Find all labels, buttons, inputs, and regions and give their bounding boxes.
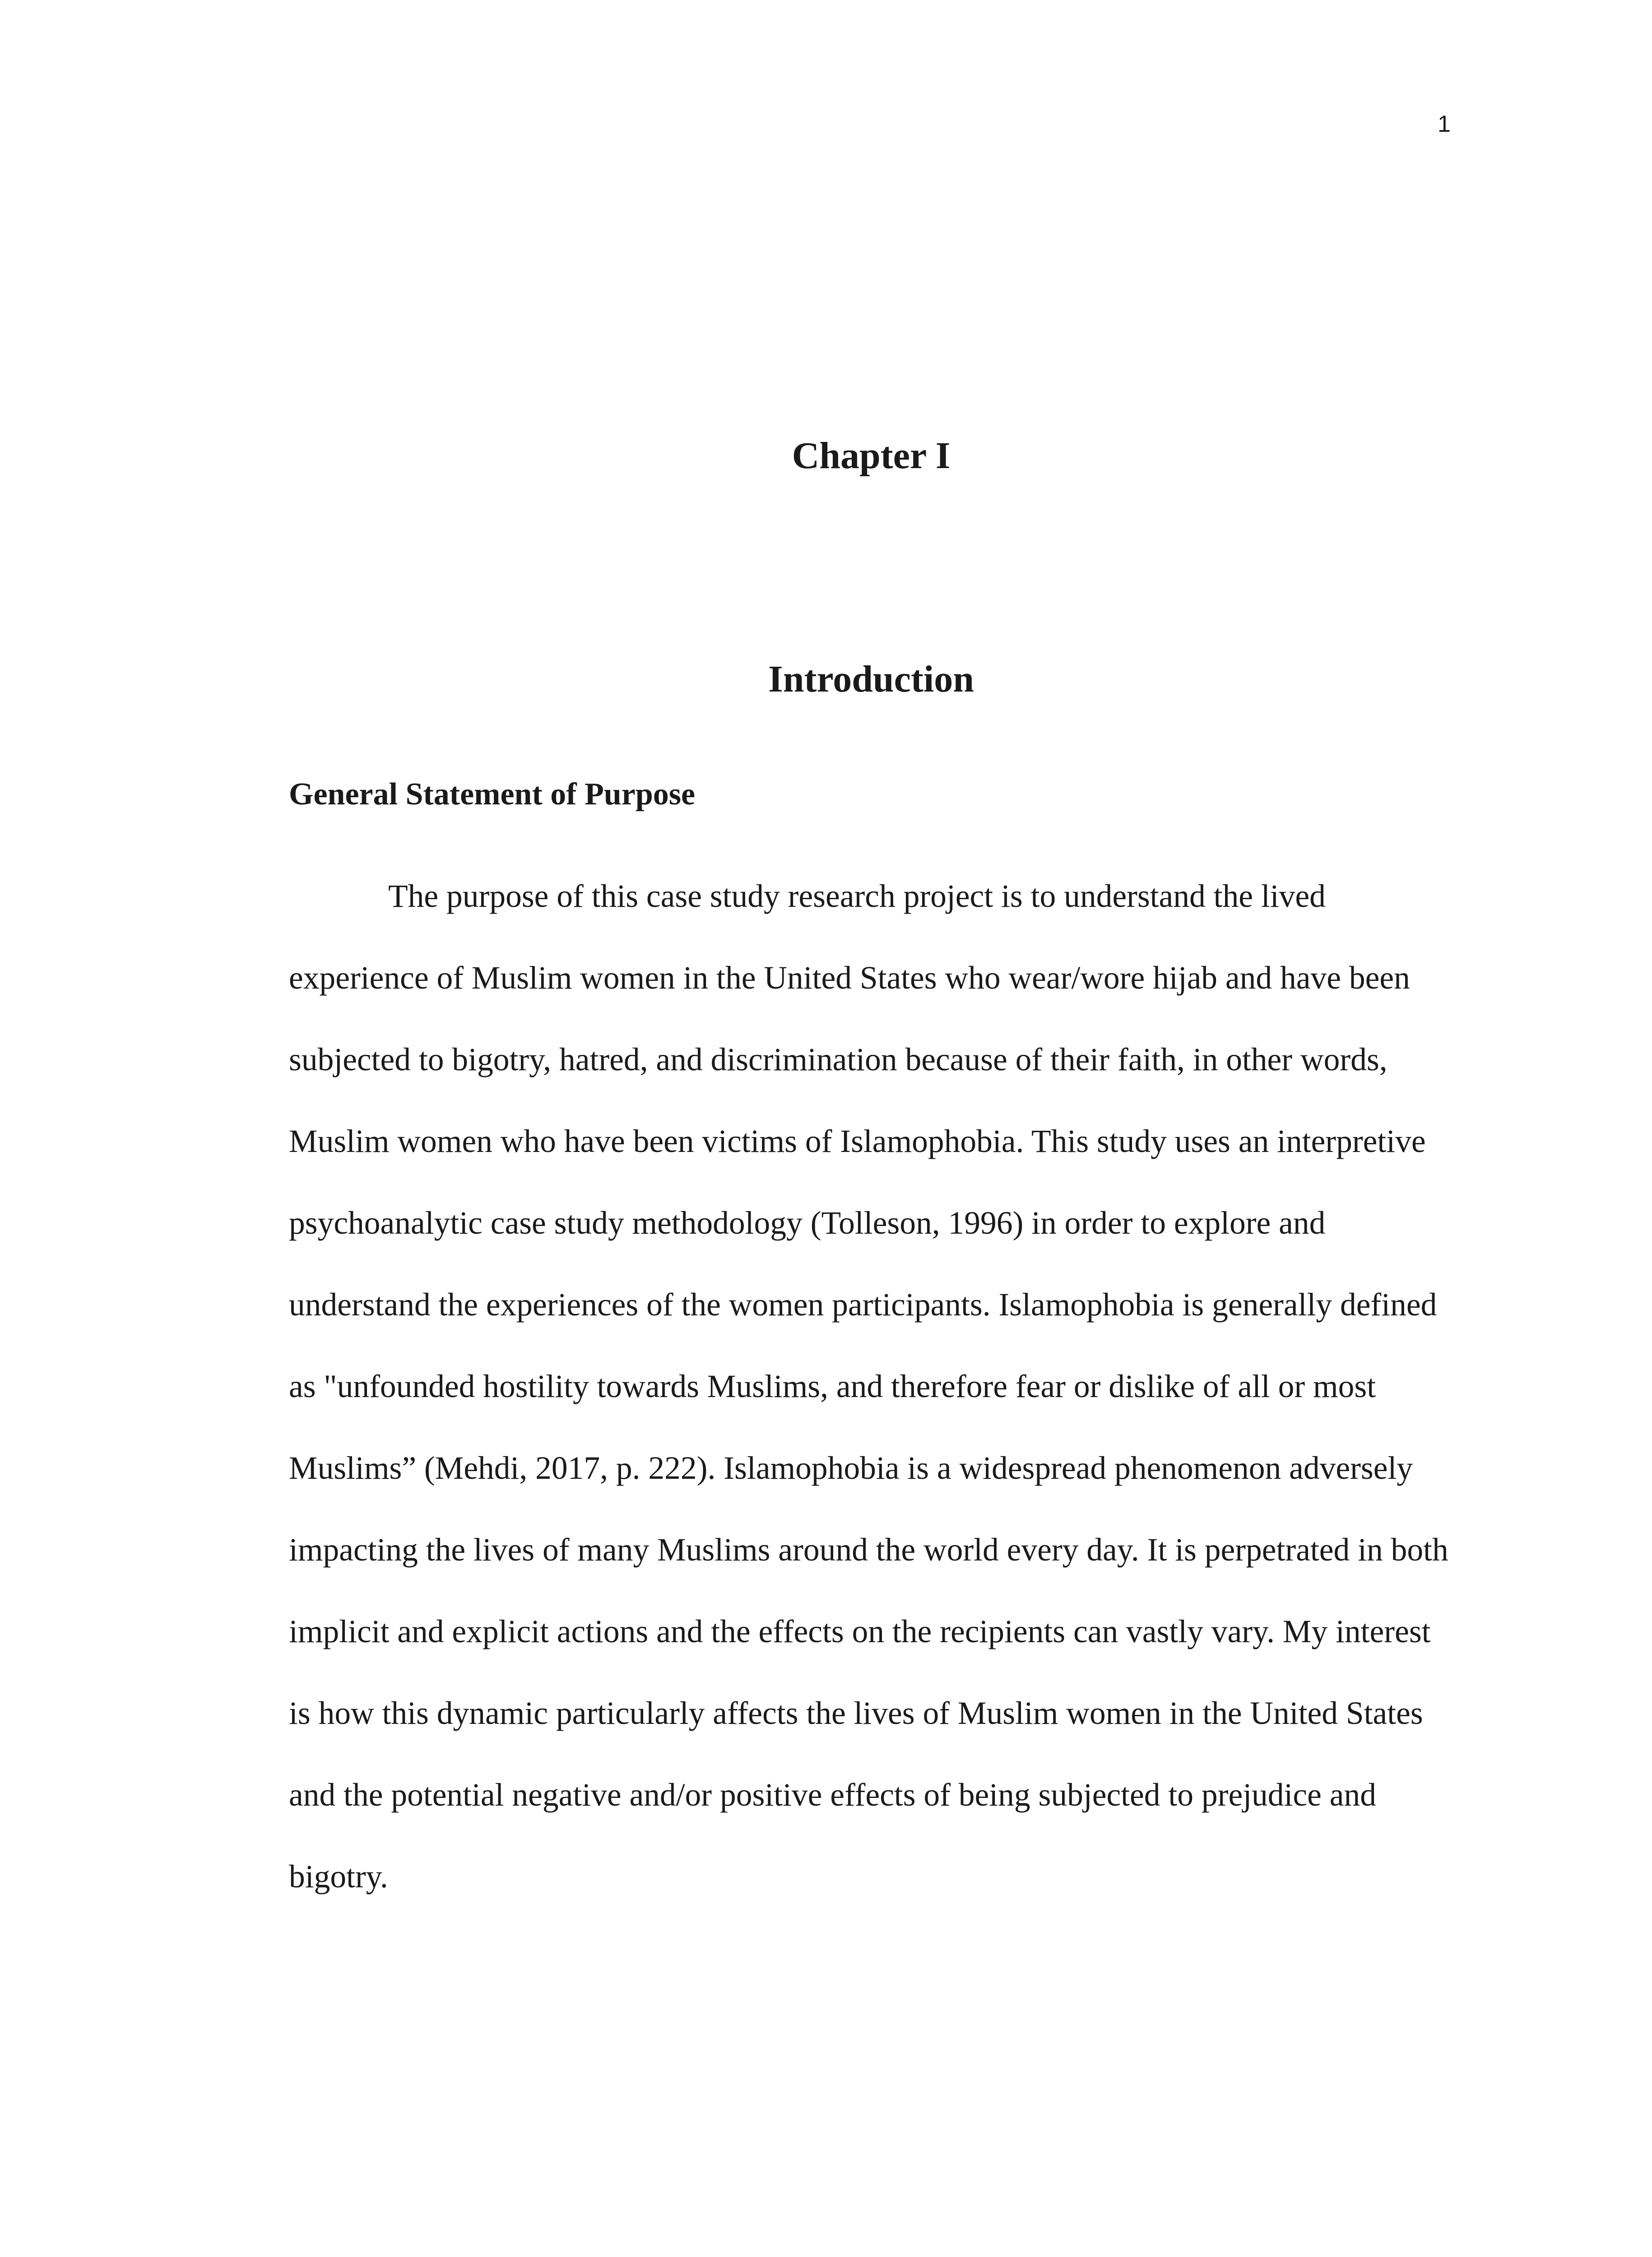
- paragraph-line: as "unfounded hostility towards Muslims, and therefore fear or dislike of all or most: [289, 1369, 1376, 1404]
- paragraph-line: and the potential negative and/or positive effects of being subjected to prejudice and: [289, 1777, 1377, 1813]
- paragraph-line: subjected to bigotry, hatred, and discrimination because of their faith, in other words,: [289, 1042, 1387, 1077]
- section-heading: General Statement of Purpose: [289, 777, 696, 812]
- paragraph-line: impacting the lives of many Muslims around the world every day. It is perpetrated in both: [289, 1532, 1448, 1568]
- paragraph-line: Muslims” (Mehdi, 2017, p. 222). Islamophobia is a widespread phenomenon adversely: [289, 1450, 1413, 1486]
- paragraph-line: understand the experiences of the women participants. Islamophobia is generally defined: [289, 1287, 1437, 1323]
- paragraph-line: experience of Muslim women in the United States who wear/wore hijab and have been: [289, 960, 1410, 996]
- introduction-heading: Introduction: [768, 658, 974, 700]
- chapter-heading: Chapter I: [792, 435, 951, 477]
- paragraph-line: The purpose of this case study research project is to understand the lived: [388, 878, 1326, 914]
- body-paragraph: [289, 855, 1508, 1918]
- page-number: 1: [1438, 111, 1451, 137]
- paragraph-line: bigotry.: [289, 1859, 388, 1895]
- paragraph-line: Muslim women who have been victims of Islamophobia. This study uses an interpretive: [289, 1124, 1426, 1159]
- paragraph-line: implicit and explicit actions and the effects on the recipients can vastly vary. My interest: [289, 1614, 1431, 1649]
- paragraph-line: is how this dynamic particularly affects the lives of Muslim women in the United States: [289, 1695, 1423, 1731]
- paragraph-line: psychoanalytic case study methodology (Tolleson, 1996) in order to explore and: [289, 1205, 1326, 1241]
